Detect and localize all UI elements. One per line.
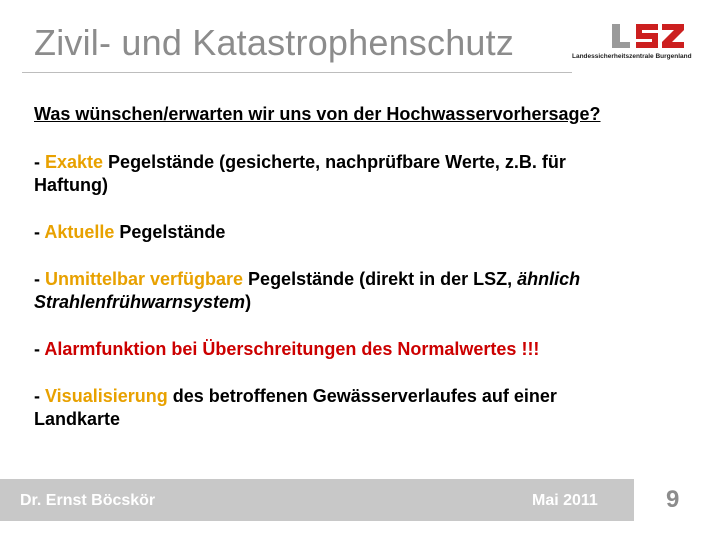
item-text: bei Überschreitungen des Normalwertes !!! xyxy=(166,339,540,359)
list-item-visualisierung xyxy=(34,385,684,431)
slide-title: Zivil- und Katastrophenschutz xyxy=(34,22,515,63)
item-text-continued: Haftung) xyxy=(34,175,108,195)
item-text: Pegelstände (gesicherte, nachprüfbare Werte, z.B. für xyxy=(103,152,566,172)
item-highlight: Unmittelbar verfügbare xyxy=(45,269,244,289)
lsz-logo xyxy=(572,20,718,66)
item-text-continued: Landkarte xyxy=(34,409,121,429)
footer-date: Mai 2011 xyxy=(532,492,598,509)
list-item-exakte xyxy=(34,151,684,197)
item-prefix: - xyxy=(34,269,45,289)
item-prefix: - xyxy=(34,152,45,172)
footer-bar xyxy=(0,479,634,521)
title-divider xyxy=(22,72,572,73)
item-highlight: Alarmfunktion xyxy=(44,339,167,359)
item-italic-text-continued: Strahlenfrühwarnsystem xyxy=(34,292,246,312)
list-item-alarmfunktion xyxy=(34,338,684,361)
list-item-unmittelbar xyxy=(34,268,684,314)
item-prefix: - xyxy=(34,339,45,359)
item-prefix: - xyxy=(34,222,45,242)
svg-text:LSZ: LSZ xyxy=(572,20,574,21)
item-text: Pegelstände (direkt in der LSZ, xyxy=(243,269,518,289)
item-highlight: Visualisierung xyxy=(45,386,168,406)
page-number: 9 xyxy=(666,486,680,513)
item-text: Pegelstände xyxy=(114,222,226,242)
logo-caption: Landessicherheitszentrale Burgenland xyxy=(572,53,692,60)
slide-content xyxy=(34,104,684,455)
item-text: des betroffenen Gewässerverlaufes auf einer xyxy=(167,386,557,406)
item-italic-text: ähnlich xyxy=(517,269,581,289)
list-item-aktuelle xyxy=(34,221,684,244)
item-highlight: Exakte xyxy=(45,152,104,172)
item-highlight: Aktuelle xyxy=(44,222,115,242)
item-prefix: - xyxy=(34,386,45,406)
lsz-logo-mark xyxy=(572,20,718,52)
content-heading: Was wünschen/erwarten wir uns von der Hochwasservorhersage? xyxy=(34,104,601,124)
footer-author: Dr. Ernst Böcskör xyxy=(20,492,156,509)
item-text-continued: ) xyxy=(245,292,252,312)
